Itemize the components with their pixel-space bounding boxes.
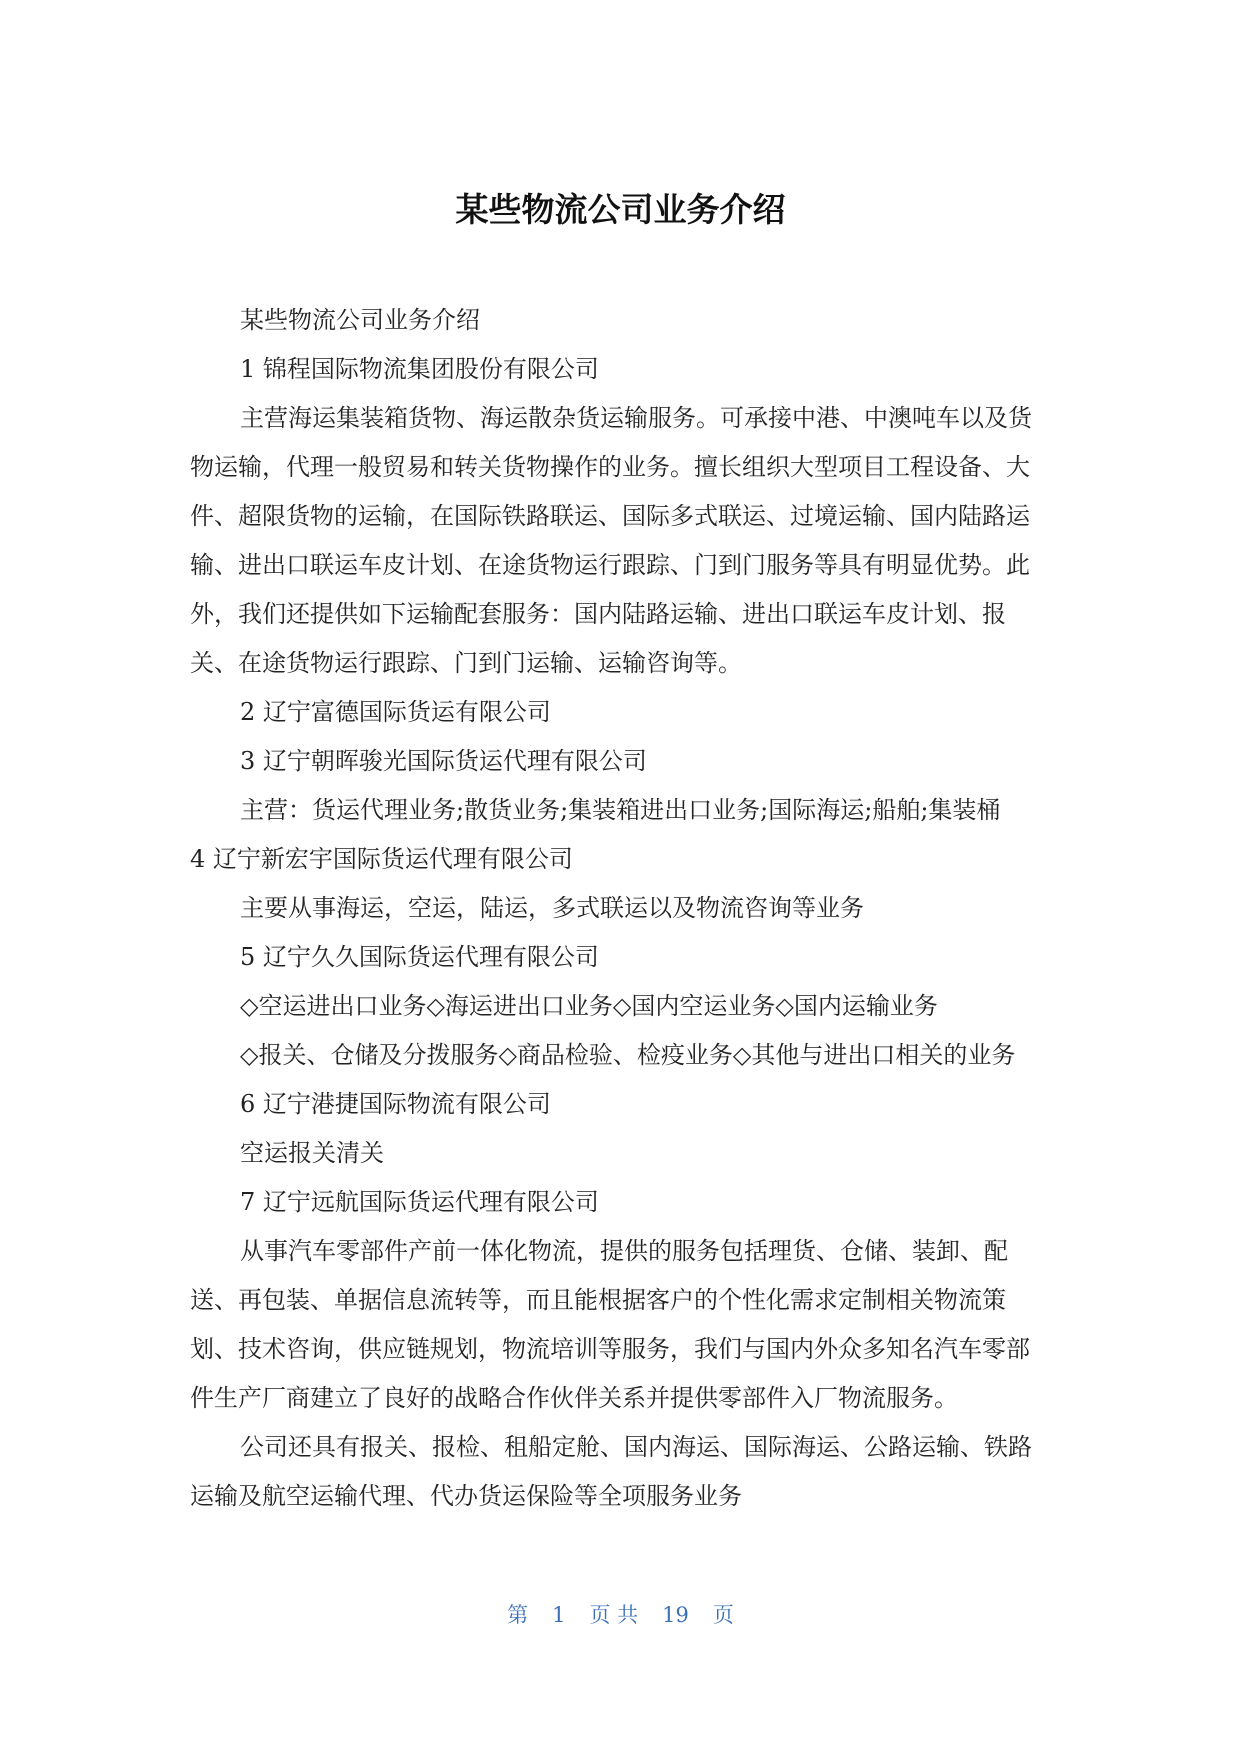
- company-1-description: 主营海运集装箱货物、海运散杂货运输服务。可承接中港、中澳吨车以及货物运输，代理一般贸易和转关货物操作的业务。擅长组织大型项目工程设备、大件、超限货物的运输，在国际铁路联运、国际多式联运、过境运输、国内陆路运输、进出口联运车皮计划、在途货物运行跟踪、门到门服务等具有明显优势。此外，我们还提供如下运输配套服务：国内陆路运输、进出口联运车皮计划、报关、在途货物运行跟踪、门到门运输、运输咨询等。: [190, 404, 1032, 677]
- page-footer: [0, 1600, 1241, 1630]
- footer-suffix: 页: [712, 1603, 734, 1627]
- paragraph-heading: 某些物流公司业务介绍: [240, 306, 480, 334]
- company-6-name: 6 辽宁港捷国际物流有限公司: [240, 1090, 551, 1118]
- company-4-name: 4 辽宁新宏宇国际货运代理有限公司: [190, 845, 573, 873]
- company-5-name: 5 辽宁久久国际货运代理有限公司: [240, 943, 599, 971]
- footer-middle: 页 共: [589, 1603, 639, 1627]
- company-5-services-line-1: ◇空运进出口业务◇海运进出口业务◇国内空运业务◇国内运输业务: [240, 992, 938, 1020]
- company-7-description: 从事汽车零部件产前一体化物流，提供的服务包括理货、仓储、装卸、配送、再包装、单据信息流转等，而且能根据客户的个性化需求定制相关物流策划、技术咨询，供应链规划，物流培训等服务，我们与国内外众多知名汽车零部件生产厂商建立了良好的战略合作伙伴关系并提供零部件入厂物流服务。: [190, 1237, 1030, 1412]
- company-3-description: 主营：货运代理业务;散货业务;集装箱进出口业务;国际海运;船舶;集装桶: [240, 796, 1001, 824]
- company-1-name: 1 锦程国际物流集团股份有限公司: [240, 355, 599, 383]
- company-5-services-line-2: ◇报关、仓储及分拨服务◇商品检验、检疫业务◇其他与进出口相关的业务: [240, 1041, 1016, 1069]
- company-7-name: 7 辽宁远航国际货运代理有限公司: [240, 1188, 599, 1216]
- company-7-extra-services: 公司还具有报关、报检、租船定舱、国内海运、国际海运、公路运输、铁路运输及航空运输代理、代办货运保险等全项服务业务: [190, 1433, 1032, 1510]
- company-6-description: 空运报关清关: [240, 1139, 384, 1167]
- company-3-name: 3 辽宁朝晖骏光国际货运代理有限公司: [240, 747, 647, 775]
- footer-prefix: 第: [507, 1603, 529, 1627]
- document-body: [190, 296, 1050, 1521]
- company-4-description: 主要从事海运，空运，陆运，多式联运以及物流咨询等业务: [240, 894, 864, 922]
- footer-total-pages: 19: [662, 1603, 689, 1627]
- company-2-name: 2 辽宁富德国际货运有限公司: [240, 698, 551, 726]
- footer-page-number: 1: [552, 1603, 566, 1627]
- document-title: 某些物流公司业务介绍: [455, 190, 786, 229]
